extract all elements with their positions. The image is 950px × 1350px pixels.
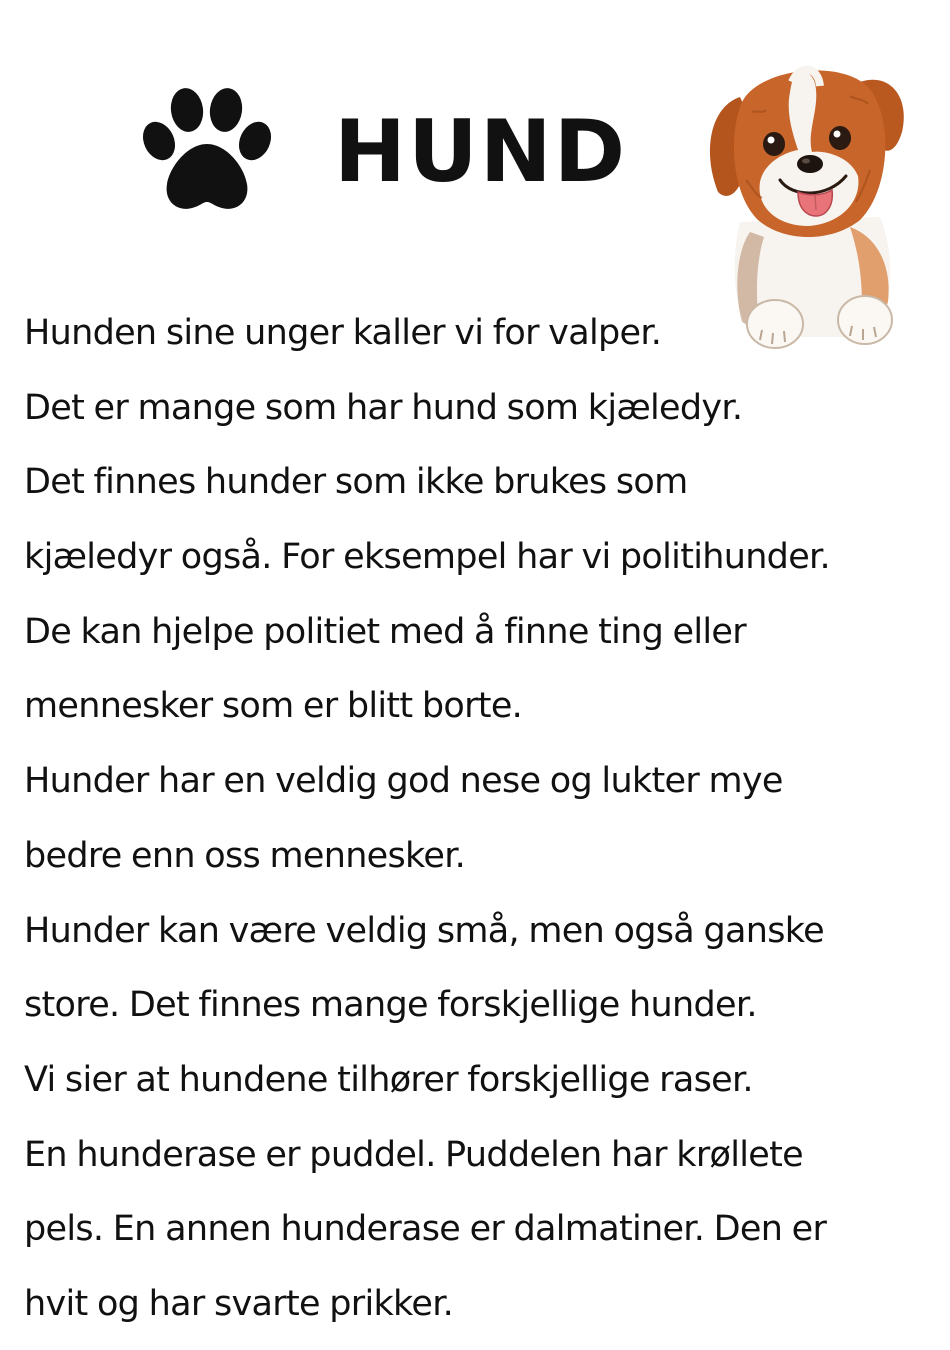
paw-print-icon [140, 86, 274, 214]
header [0, 0, 950, 310]
text-line: En hunderase er puddel. Puddelen har krøllete [24, 1134, 804, 1175]
text-line: Hunder kan være veldig små, men også ganske [24, 910, 824, 951]
text-line: Det finnes hunder som ikke brukes som [24, 462, 688, 503]
text-line: bedre enn oss mennesker. [24, 835, 466, 876]
text-line: Hunden sine unger kaller vi for valper. [24, 313, 662, 353]
text-line: store. Det finnes mange forskjellige hunder. [24, 985, 757, 1026]
text-line: Hunder har en veldig god nese og lukter mye [24, 761, 783, 802]
text-line: kjæledyr også. For eksempel har vi politihunder. [24, 537, 830, 578]
text-line: Vi sier at hundene tilhører forskjellige raser. [24, 1059, 753, 1100]
text-line: Det er mange som har hund som kjæledyr. [24, 387, 743, 428]
body-text [24, 296, 934, 1342]
text-line: mennesker som er blitt borte. [24, 686, 523, 727]
text-line: hvit og har svarte prikker. [24, 1283, 454, 1324]
page-title: HUND [334, 102, 628, 202]
text-line: pels. En annen hunderase er dalmatiner. Den er [24, 1209, 827, 1250]
text-line: De kan hjelpe politiet med å finne ting eller [24, 611, 746, 652]
